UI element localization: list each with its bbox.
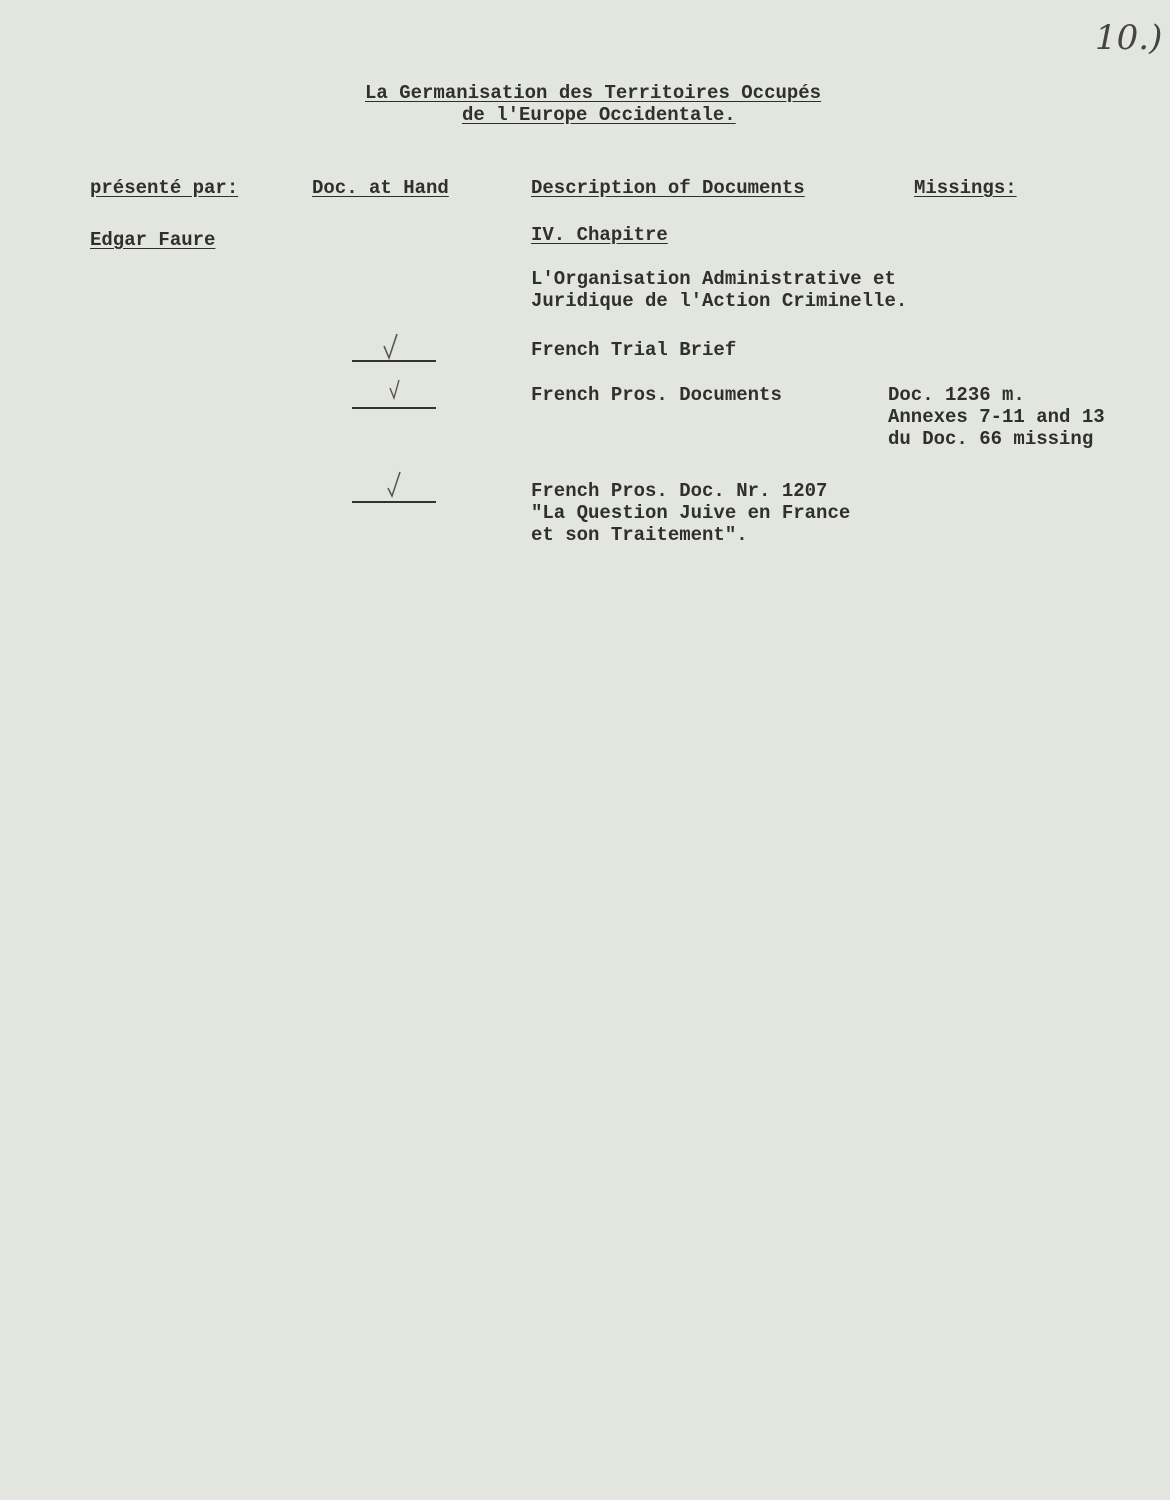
presenter-name: Edgar Faure xyxy=(90,229,216,251)
title-line-2: de l'Europe Occidentale. xyxy=(462,104,736,126)
chapter-title-line-2: Juridique de l'Action Criminelle. xyxy=(531,290,908,312)
entry-1-description: French Trial Brief xyxy=(531,339,737,361)
entry-3-description-line-1: French Pros. Doc. Nr. 1207 xyxy=(531,480,828,502)
entry-2-missing-line-3: du Doc. 66 missing xyxy=(888,428,1094,450)
checkmark-icon xyxy=(350,466,440,506)
header-description: Description of Documents xyxy=(531,177,805,199)
entry-3-description-line-3: et son Traitement". xyxy=(531,524,748,546)
checkmark-icon xyxy=(350,330,440,366)
entry-2-missing-line-1: Doc. 1236 m. xyxy=(888,384,1025,406)
header-presented-by: présenté par: xyxy=(90,177,239,199)
page-number: 10.) xyxy=(1095,18,1163,58)
entry-2-missing-line-2: Annexes 7-11 and 13 xyxy=(888,406,1105,428)
chapter-heading: IV. Chapitre xyxy=(531,224,668,246)
entry-3-description-line-2: "La Question Juive en France xyxy=(531,502,851,524)
title-line-1: La Germanisation des Territoires Occupés xyxy=(365,82,822,104)
header-doc-at-hand: Doc. at Hand xyxy=(312,177,449,199)
entry-2-description: French Pros. Documents xyxy=(531,384,782,406)
header-missings: Missings: xyxy=(914,177,1017,199)
checkmark-icon xyxy=(350,376,440,412)
chapter-title-line-1: L'Organisation Administrative et xyxy=(531,268,896,290)
